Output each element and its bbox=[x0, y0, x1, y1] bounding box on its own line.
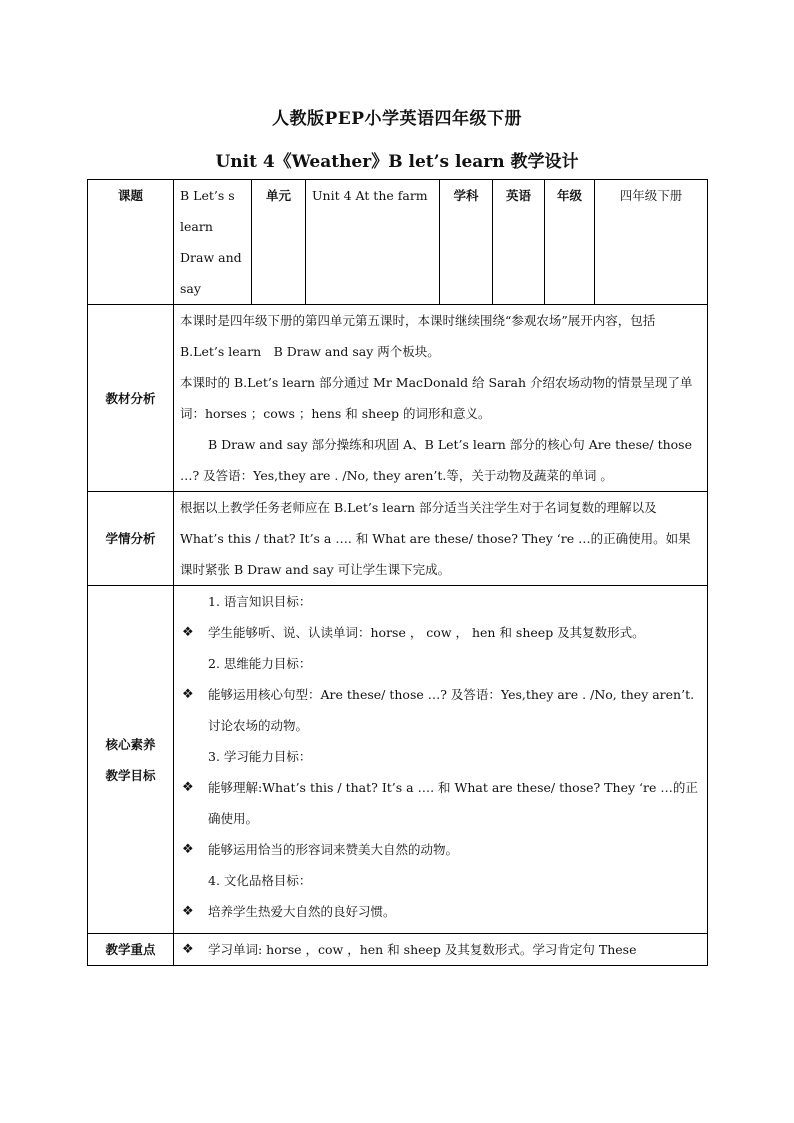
learner-analysis-label: 学情分析 bbox=[88, 492, 174, 586]
objectives-content bbox=[174, 586, 708, 934]
diamond-bullet-icon: ❖ bbox=[182, 904, 194, 919]
objective-text: 学生能够听、说、认读单词：horse ， cow ， hen 和 sheep 及其复数形式。 bbox=[208, 625, 645, 640]
key-point-text: 学习单词: horse ，cow ，hen 和 sheep 及其复数形式。学习肯定句 These bbox=[208, 942, 637, 957]
lesson-plan-table bbox=[87, 179, 708, 966]
objective-group-title: 4. 文化品格目标： bbox=[208, 873, 312, 888]
info-row bbox=[88, 180, 708, 305]
learner-analysis-content bbox=[174, 492, 708, 586]
topic-line: say bbox=[180, 281, 201, 296]
objective-item bbox=[180, 896, 701, 927]
key-point-item bbox=[180, 934, 701, 965]
diamond-bullet-icon: ❖ bbox=[182, 780, 194, 795]
document-subtitle: Unit 4《Weather》B let’s learn 教学设计 bbox=[215, 152, 579, 172]
key-points-row bbox=[88, 934, 708, 966]
key-points-label: 教学重点 bbox=[88, 934, 174, 966]
objectives-label bbox=[88, 586, 174, 934]
unit-value: Unit 4 At the farm bbox=[306, 180, 440, 305]
objective-text: 能够理解:What’s this / that? It’s a …. 和 What are these/ those? They ‘re …的正确使用。 bbox=[208, 780, 698, 826]
diamond-bullet-icon: ❖ bbox=[182, 942, 194, 957]
objective-text: 能够运用核心句型：Are these/ those …? 及答语：Yes,they are . /No, they aren’t. 讨论农场的动物。 bbox=[208, 687, 695, 733]
objectives-label-line: 教学目标 bbox=[105, 767, 156, 783]
objective-item bbox=[180, 772, 701, 834]
objectives-row bbox=[88, 586, 708, 934]
objective-group-title: 2. 思维能力目标： bbox=[208, 656, 312, 671]
objective-group-title: 1. 语言知识目标： bbox=[208, 594, 312, 609]
topic-value bbox=[174, 180, 252, 305]
grade-label: 年级 bbox=[545, 180, 595, 305]
material-paragraph: B Draw and say 部分操练和巩固 A、B Let’s learn 部分的核心句 Are these/ those …? 及答语：Yes,they are . /No, they aren’t.等，关于动物及蔬菜的单词 。 bbox=[180, 437, 692, 483]
material-paragraph: 本课时的 B.Let’s learn 部分通过 Mr MacDonald 给 Sarah 介绍农场动物的情景呈现了单词：horses ；cows ；hens 和 sheep 的词形和意义。 bbox=[180, 375, 693, 421]
objective-item bbox=[180, 834, 701, 865]
key-points-content bbox=[174, 934, 708, 966]
diamond-bullet-icon: ❖ bbox=[182, 842, 194, 857]
unit-label: 单元 bbox=[252, 180, 306, 305]
document-title: 人教版PEP小学英语四年级下册 bbox=[271, 109, 523, 129]
diamond-bullet-icon: ❖ bbox=[182, 687, 194, 702]
material-analysis-row bbox=[88, 305, 708, 492]
material-analysis-label: 教材分析 bbox=[88, 305, 174, 492]
objective-item bbox=[180, 679, 701, 741]
objective-group-title: 3. 学习能力目标： bbox=[208, 749, 312, 764]
learner-paragraph: 根据以上教学任务老师应在 B.Let’s learn 部分适当关注学生对于名词复数的理解以及 What’s this / that? It’s a …. 和 What are these/ those? They ‘re …的正确使用。如果课时紧张 B Draw and say 可让学生课下完成。 bbox=[180, 500, 691, 577]
objective-item bbox=[180, 617, 701, 648]
learner-analysis-row bbox=[88, 492, 708, 586]
material-analysis-content bbox=[174, 305, 708, 492]
objectives-label-line: 核心素养 bbox=[105, 736, 156, 752]
topic-line: B Let’s s bbox=[180, 188, 235, 203]
diamond-bullet-icon: ❖ bbox=[182, 625, 194, 640]
topic-label: 课题 bbox=[88, 180, 174, 305]
subject-value: 英语 bbox=[493, 180, 545, 305]
material-paragraph: 本课时是四年级下册的第四单元第五课时，本课时继续围绕“参观农场”展开内容，包括 B.Let’s learn B Draw and say 两个板块。 bbox=[180, 313, 656, 359]
grade-value: 四年级下册 bbox=[595, 180, 708, 305]
objective-text: 能够运用恰当的形容词来赞美大自然的动物。 bbox=[208, 842, 459, 857]
subject-label: 学科 bbox=[440, 180, 493, 305]
topic-line: learn bbox=[180, 219, 213, 234]
topic-line: Draw and bbox=[180, 250, 242, 265]
objective-text: 培养学生热爱大自然的良好习惯。 bbox=[208, 904, 396, 919]
